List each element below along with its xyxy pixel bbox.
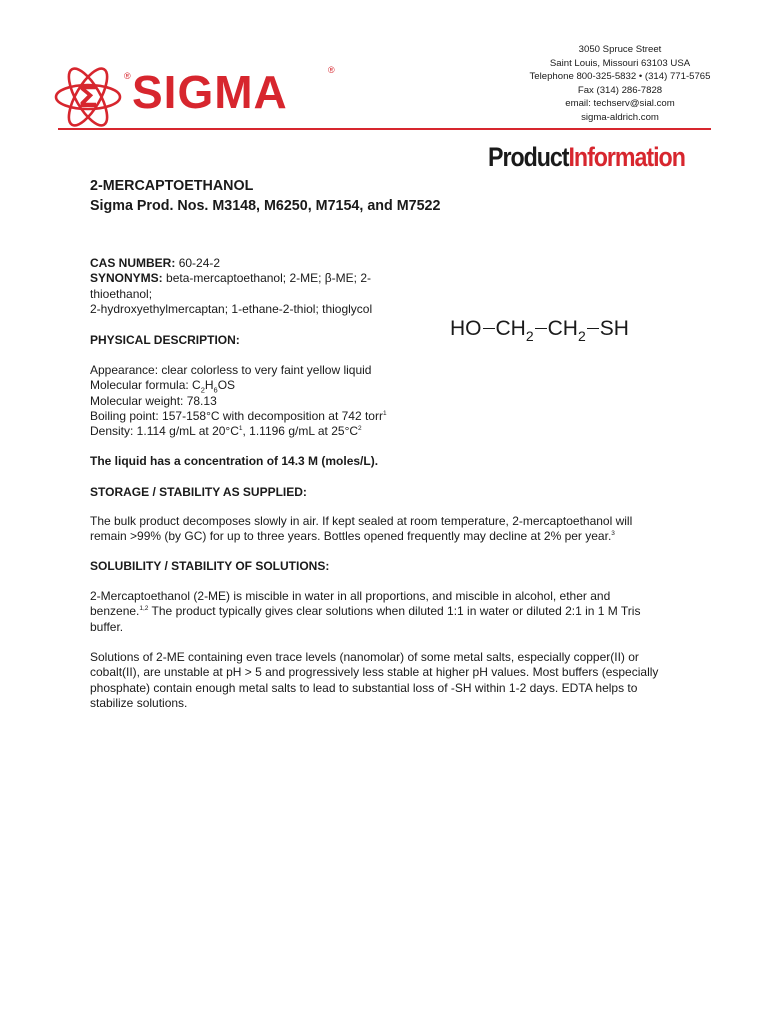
address-street: 3050 Spruce Street (578, 44, 662, 55)
sigma-atom-icon (52, 55, 130, 137)
svg-text:Σ: Σ (77, 80, 99, 115)
metal-salts-paragraph: Solutions of 2-ME containing even trace levels (nanomolar) of some metal salts, especially copper(II) or cobalt(II), are unstable at pH > 5 and progressively less stable at higher pH values. Most buffers (especially phosphate) contain enough metal salts to lead to substantial loss of -SH within 1-2 days. EDTA helps to stabilize solutions. (90, 650, 659, 710)
physical-description-heading: PHYSICAL DESCRIPTION: (90, 333, 240, 347)
structural-formula (450, 315, 629, 344)
registered-mark: ® (124, 71, 131, 81)
formula-ho: HO (450, 317, 482, 340)
cas-label: CAS NUMBER: (90, 256, 176, 270)
solubility-paragraph: 2-Mercaptoethanol (2-ME) is miscible in water in all proportions, and miscible in alcohol, ether and benzene.$^{1,2}$ The product typically gives clear solutions when diluted 1:1 in water or diluted 2:1 in 1 M Tris buffer. (90, 589, 641, 634)
address-email: email: techserv@sial.com (565, 98, 675, 109)
synonyms-text: thioethanol; (90, 286, 153, 301)
address-website: sigma-aldrich.com (581, 111, 659, 123)
banner-information: Information (568, 142, 685, 172)
formula-ch: CH (495, 317, 526, 340)
appearance: Appearance: clear colorless to very faint yellow liquid (90, 363, 372, 377)
address-telephone: Telephone 800-325-5832 • (314) 771-5765 (529, 71, 711, 82)
document-title (90, 176, 440, 216)
identity-section (90, 256, 372, 317)
storage-heading: STORAGE / STABILITY AS SUPPLIED: (90, 485, 307, 499)
solubility-heading: SOLUBILITY / STABILITY OF SOLUTIONS: (90, 559, 330, 573)
chemical-name: 2-MERCAPTOETHANOL (90, 178, 254, 194)
molecular-weight: Molecular weight: 78.13 (90, 393, 217, 408)
storage-paragraph: The bulk product decomposes slowly in air. If kept sealed at room temperature, 2-mercaptoethanol will remain >99% (by GC) for up to three years. Bottles opened frequently may decline at 2% per year.$^3$ (90, 514, 633, 544)
formula-subscript: 2 (525, 328, 534, 344)
cas-value: 60-24-2 (178, 256, 221, 270)
bond-line (587, 328, 599, 330)
synonyms-text: beta-mercaptoethanol; 2-ME; β-ME; 2- (166, 271, 372, 286)
density: Density: 1.114 g/mL at $20^\circ C^1$, 1.1196 g/mL at $25^\circ C^2$ (90, 424, 362, 439)
bond-line (535, 328, 547, 330)
product-numbers: Sigma Prod. Nos. M3148, M6250, M7154, and M7522 (90, 198, 441, 214)
formula-subscript: 2 (577, 328, 586, 344)
logo-wordmark: SIGMA (132, 66, 288, 118)
banner-product: Product (488, 142, 569, 172)
header-divider (58, 128, 711, 130)
concentration-note: The liquid has a concentration of 14.3 M (moles/L). (90, 454, 379, 468)
boiling-point: Boiling point: 157-158°C with decomposition at 742 torr$^1$ (90, 408, 387, 423)
company-address (520, 43, 720, 124)
molecular-formula: Molecular formula: $C_2H_6OS$ (90, 378, 236, 395)
synonyms-text: 2-hydroxyethylmercaptan; 1-ethane-2-thiol; thioglycol (90, 301, 373, 316)
registered-mark: ® (328, 65, 335, 75)
formula-sh: SH (599, 317, 629, 340)
formula-ch: CH (547, 317, 578, 340)
address-fax: Fax (314) 286-7828 (577, 84, 663, 96)
address-city: Saint Louis, Missouri 63103 USA (549, 57, 691, 69)
physical-properties (90, 363, 387, 439)
synonyms-label: SYNONYMS: (90, 271, 163, 286)
product-information-banner (488, 142, 685, 173)
bond-line (483, 328, 495, 330)
